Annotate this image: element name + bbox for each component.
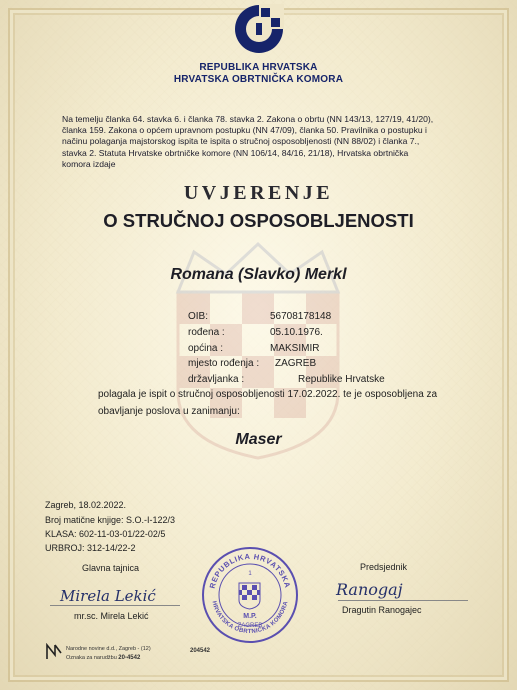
citizenship-label: državljanka : bbox=[188, 374, 245, 385]
statement-line-2: obavljanje poslova u zanimanju: bbox=[98, 406, 240, 417]
place-date: Zagreb, 18.02.2022. bbox=[45, 500, 127, 510]
stamp-text-top: REPUBLIKA HRVATSKA bbox=[207, 551, 293, 590]
occupation: Maser bbox=[235, 431, 282, 448]
oib-value: 56708178148 bbox=[270, 311, 332, 322]
born-value: 05.10.1976. bbox=[270, 327, 323, 338]
president-title: Predsjednik bbox=[360, 562, 408, 572]
secretary-name: mr.sc. Mirela Lekić bbox=[74, 611, 149, 621]
klasa: KLASA: 602-11-03-01/22-02/5 bbox=[45, 529, 166, 539]
printer-order-label: Oznaka za narudžbu bbox=[66, 655, 117, 661]
coat-of-arms-watermark bbox=[138, 222, 378, 462]
urbroj: URBROJ: 312-14/22-2 bbox=[45, 543, 136, 553]
holder-name: Romana (Slavko) Merkl bbox=[170, 266, 347, 283]
document-subtitle: O STRUČNOJ OSPOSOBLJENOSTI bbox=[103, 210, 414, 231]
legal-basis-paragraph bbox=[62, 114, 482, 170]
secretary-title: Glavna tajnica bbox=[82, 563, 140, 573]
stamp-number: 1 bbox=[248, 571, 252, 577]
header-chamber: HRVATSKA OBRTNIČKA KOMORA bbox=[173, 74, 344, 85]
stamp-coat-of-arms-icon bbox=[239, 583, 260, 609]
document-title: UVJERENJE bbox=[183, 182, 334, 204]
stamp-mp: M.P. bbox=[243, 613, 257, 620]
oib-label: OIB: bbox=[188, 311, 209, 322]
signature-line bbox=[338, 600, 468, 601]
secretary-signature: Mirela Lekić bbox=[60, 587, 156, 605]
header-republic: REPUBLIKA HRVATSKA bbox=[199, 62, 318, 73]
printer-number: 204542 bbox=[190, 648, 211, 654]
official-stamp bbox=[200, 545, 300, 645]
printer-order-code: 20-4542 bbox=[118, 655, 141, 661]
legal-line: načinu polaganja majstorskog ispita te ispita o stručnoj osposobljenosti (NN 88/02) i članka 7., bbox=[62, 136, 420, 147]
citizenship-value: Republike Hrvatske bbox=[298, 374, 385, 385]
printer-line-2 bbox=[66, 655, 140, 661]
signature-line bbox=[50, 605, 180, 606]
legal-line: članka 159. Zakona o općem upravnom postupku (NN 47/09), članka 50. Pravilnika o postupku i bbox=[62, 125, 427, 136]
hok-logo-icon bbox=[234, 4, 284, 54]
legal-line: stavka 2. Statuta Hrvatske obrtničke komore (NN 106/14, 84/16, 21/18), Hrvatska obrtnička bbox=[62, 147, 409, 158]
stamp-text-bottom: HRVATSKA OBRTNIČKA KOMORA bbox=[210, 600, 290, 636]
municipality-value: MAKSIMIR bbox=[270, 343, 320, 354]
birthplace-value: ZAGREB bbox=[275, 358, 317, 369]
birthplace-label: mjesto rođenja : bbox=[188, 358, 260, 369]
legal-line: Na temelju članka 64. stavka 6. i članka 78. stavka 2. Zakona o obrtu (NN 143/13, 127/19, 41/20), bbox=[62, 114, 434, 124]
statement-line-1: polagala je ispit o stručnoj osposobljenosti 17.02.2022. te je osposobljena za bbox=[98, 389, 438, 400]
legal-line: komora izdaje bbox=[62, 158, 116, 169]
president-signature: Ranogaj bbox=[336, 580, 403, 599]
municipality-label: općina : bbox=[188, 343, 224, 354]
president-name: Dragutin Ranogajec bbox=[342, 605, 422, 615]
stamp-city: ZAGREB bbox=[237, 623, 263, 629]
register-number: Broj matične knjige: S.O.-I-122/3 bbox=[45, 515, 176, 525]
printer-line-1: Narodne novine d.d., Zagreb - (12) bbox=[66, 646, 151, 652]
born-label: rođena : bbox=[188, 327, 225, 338]
narodne-novine-icon bbox=[45, 643, 63, 661]
